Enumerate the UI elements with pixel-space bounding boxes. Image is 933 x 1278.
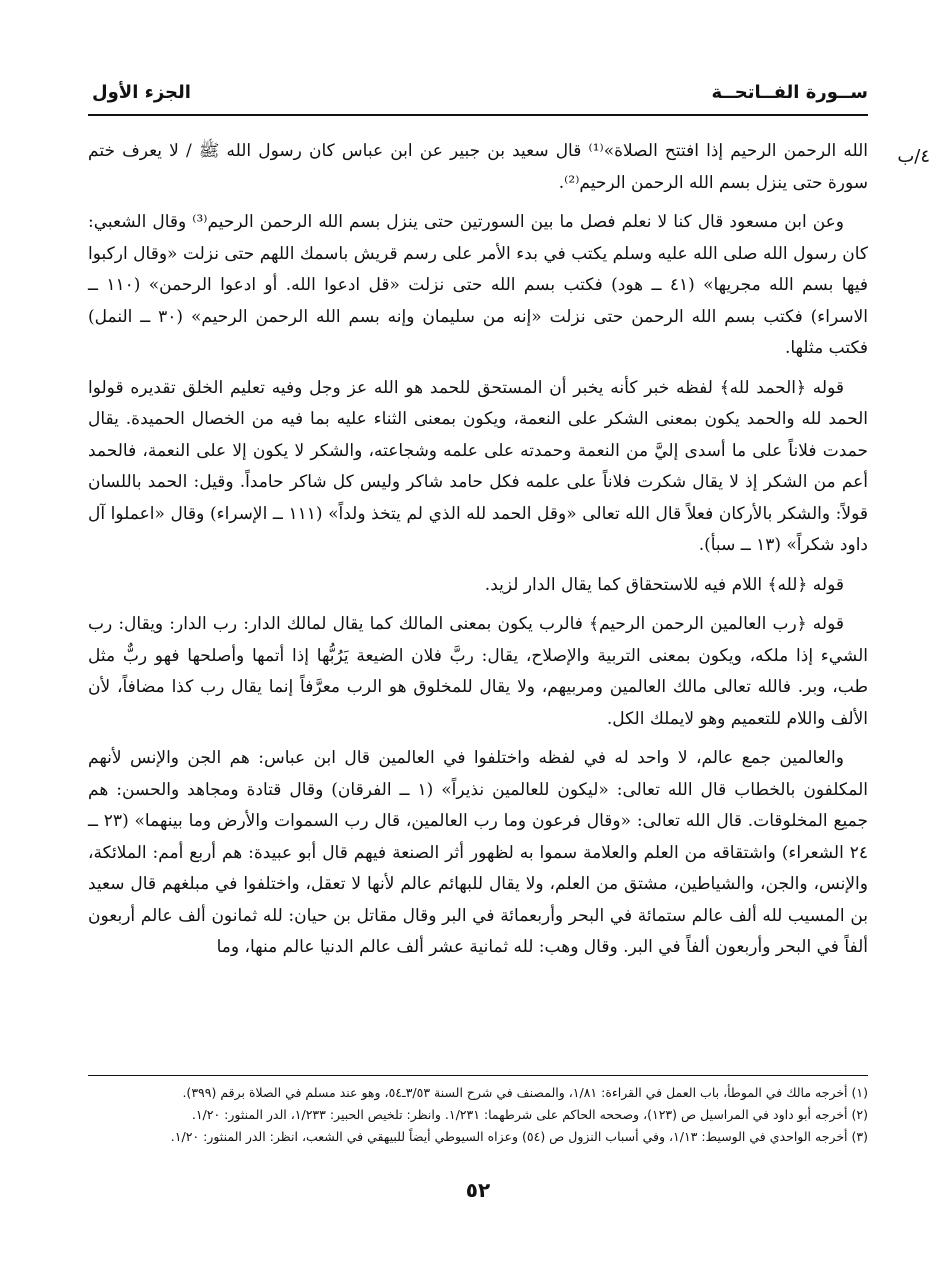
header-rule xyxy=(88,114,868,116)
footnote-1: (١) أخرجه مالك في الموطأ، باب العمل في القراءة: ١/٨١، والمصنف في شرح السنة ٣/٥٣ـ٥٤، وهو عند مسلم في الصلاة برقم (٣٩٩). xyxy=(182,1085,868,1100)
footnote-3: (٣) أخرجه الواحدي في الوسيط: ١/١٣، وفي أسباب النزول ص (٥٤) وعزاه السيوطي أيضاً للبيهقي في الشعب، انظر: الدر المنثور: ١/٢٠. xyxy=(170,1129,868,1144)
footnote-rule xyxy=(88,1075,868,1076)
paragraph-4: قوله ﴿لله﴾ اللام فيه للاستحقاق كما يقال الدار لزيد. xyxy=(484,574,844,595)
main-text xyxy=(88,136,868,972)
page-number: ٥٢ xyxy=(465,1178,491,1202)
footnote-2: (٢) أخرجه أبو داود في المراسيل ص (١٢٣)، وصححه الحاكم على شرطهما: ١/٢٣١. وانظر: تلخيص الحبير: ١/٢٣٣، الدر المنثور: ١/٢٠. xyxy=(191,1107,868,1122)
paragraph-1: الله الرحمن الرحيم إذا افتتح الصلاة»⁽¹⁾ قال سعيد بن جبير عن ابن عباس كان رسول الله ﷺ / لا يعرف ختم سورة حتى ينزل بسم الله الرحمن الرحيم⁽²⁾. xyxy=(88,141,868,193)
book-page xyxy=(88,70,930,1270)
paragraph-2: وعن ابن مسعود قال كنا لا نعلم فصل ما بين السورتين حتى ينزل بسم الله الرحمن الرحيم⁽³⁾ وقال الشعبي: كان رسول الله صلى الله عليه وسلم يكتب في بدء الأمر على رسم قريش باسمك اللهم حتى نزلت «وقال اركبوا فيها بسم الله مجريها» (٤١ ــ هود) فكتب بسم الله حتى نزلت «قل ادعوا الله. أو ادعوا الرحمن» (١١٠ ــ الاسراء) فكتب بسم الله الرحمن حتى نزلت «إنه من سليمان وإنه بسم الله الرحمن الرحيم» (٣٠ ــ النمل) فكتب مثلها. xyxy=(88,212,869,358)
juz-title: الجزء الأول xyxy=(92,82,191,103)
folio-marker: ٤/ب xyxy=(897,146,930,167)
paragraph-5: قوله ﴿رب العالمين الرحمن الرحيم﴾ فالرب يكون بمعنى المالك كما يقال لمالك الدار: رب الدار: ويقال: رب الشيء إذا ملكه، ويكون بمعنى التربية والإصلاح، يقال: ربَّ فلان الضيعة يَرُبُّها إذا أتمها وأصلحها فهو ربٌّ مثل طب، وبر. فالله تعالى مالك العالمين ومربيهم، ولا يقال للمخلوق هو الرب معرَّفاً إنما يقال رب كذا مضافاً، لأن الألف واللام للتعميم وهو لايملك الكل. xyxy=(88,614,868,729)
running-header xyxy=(88,76,868,110)
surah-title: ســورة الفــاتحــة xyxy=(711,82,868,103)
paragraph-6: والعالمين جمع عالم، لا واحد له في لفظه واختلفوا في العالمين قال ابن عباس: هم الجن والإنس لأنهم المكلفون بالخطاب قال الله تعالى: «ليكون للعالمين نذيراً» (١ ــ الفرقان) وقال قتادة ومجاهد والحسن: هم جميع المخلوقات. قال الله تعالى: «وقال فرعون وما رب العالمين، قال رب السموات والأرض وما بينهما» (٢٣ ــ ٢٤ الشعراء) واشتقاقه من العلم والعلامة سموا به لظهور أثر الصنعة فيهم قال أبو عبيدة: هم أربع أمم: الملائكة، والإنس، والجن، والشياطين، مشتق من العلم، ولا يقال للبهائم عالم لأنها لا تعقل، واختلفوا في مبلغهم قال سعيد بن المسيب لله ألف عالم ستمائة في البحر وأربعمائة في البر وقال مقاتل بن حيان: لله ثمانون ألف عالم أربعون ألفاً في البحر وأربعون ألفاً في البر. وقال وهب: لله ثمانية عشر ألف عالم الدنيا عالم منها، وما xyxy=(88,748,868,957)
footnotes xyxy=(88,1082,868,1148)
paragraph-3: قوله ﴿الحمد لله﴾ لفظه خبر كأنه يخبر أن المستحق للحمد هو الله عز وجل وفيه تعليم الخلق تقديره قولوا الحمد لله والحمد يكون بمعنى الشكر على النعمة، ويكون بمعنى الثناء عليه بما فيه من الخصال الحميدة. يقال حمدت فلاناً على ما أسدى إليَّ من النعمة وحمدته على علمه وشجاعته، والشكر لا يكون إلا على النعمة، فالحمد أعم من الشكر إذ لا يقال شكرت فلاناً على علمه فكل حامد شاكر وليس كل شاكر حامداً. وقيل: الحمد باللسان قولاً: والشكر بالأركان فعلاً قال الله تعالى «وقل الحمد لله الذي لم يتخذ ولداً» (١١١ ــ الإسراء) وقال «اعملوا آل داود شكراً» (١٣ ــ سبأ). xyxy=(88,377,868,555)
